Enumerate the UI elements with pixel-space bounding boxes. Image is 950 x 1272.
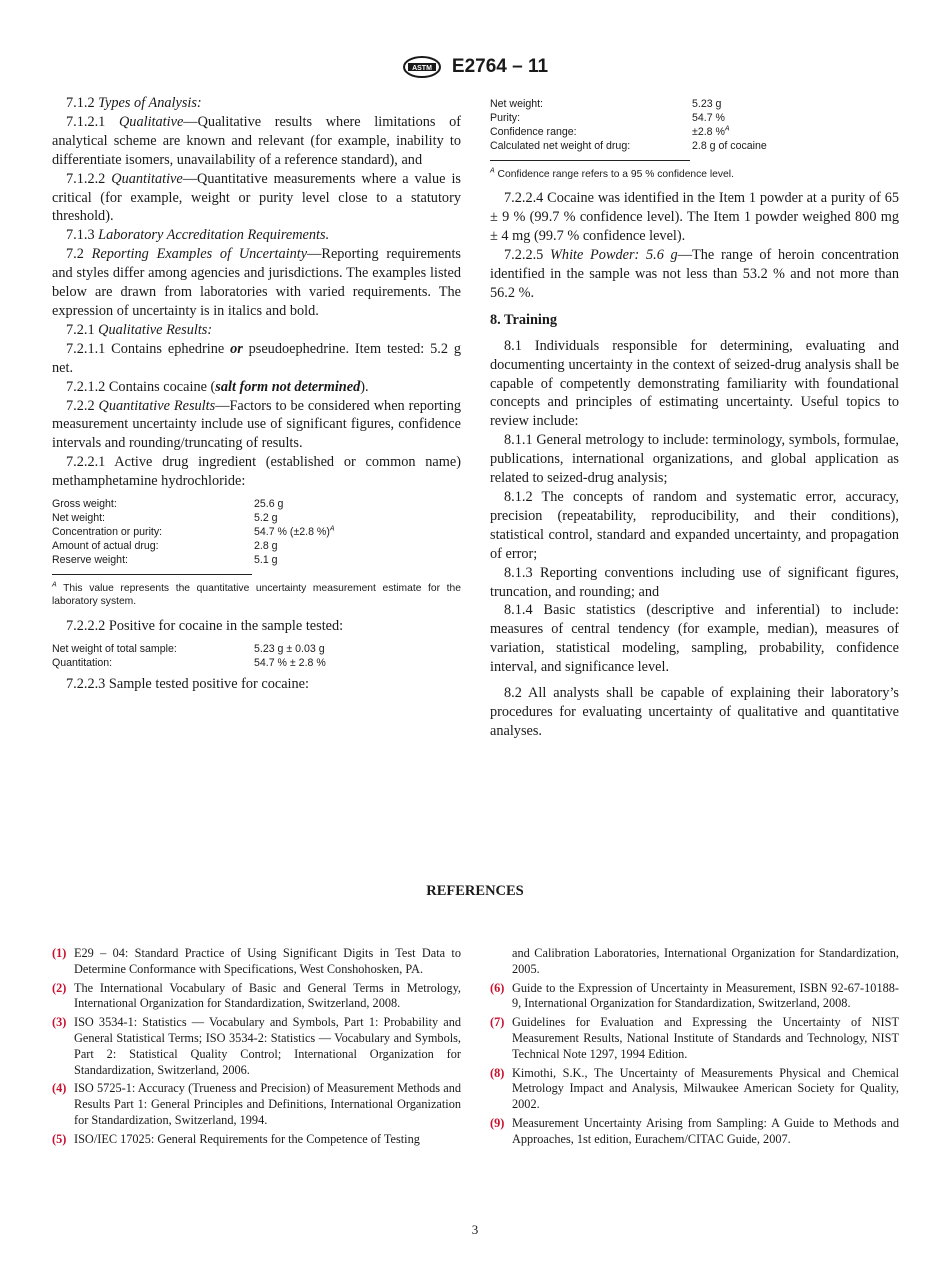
cocaine-results-table [490, 98, 899, 154]
paragraph-8-2: 8.2 All analysts shall be capable of explaining their laboratory’s procedures for evaluating uncertainty of qualitative and quantitative analyses. [490, 685, 899, 739]
reference-item: (5) ISO/IEC 17025: General Requirements for the Competence of Testing [52, 1131, 420, 1146]
reference-item: (6) Guide to the Expression of Uncertainty in Measurement, ISBN 92-67-10188-9, International Organization for Standardization, Switzerland, 2008. [490, 980, 899, 1011]
paragraph-7-1-2: 7.1.2 Types of Analysis: [66, 95, 202, 111]
paragraph-7-2: 7.2 Reporting Examples of Uncertainty—Reporting requirements and styles differ among agencies and jurisdictions. The examples listed below are drawn from laboratories with varied requirements. The expression of uncertainty is in italics and bold. [52, 246, 461, 319]
page-number: 3 [471, 1222, 479, 1237]
reference-item: (9) Measurement Uncertainty Arising from Sampling: A Guide to Methods and Approaches, 1st edition, Eurachem/CITAC Guide, 2007. [490, 1115, 899, 1146]
reference-continuation: and Calibration Laboratories, International Organization for Standardization, 2005. [512, 946, 899, 976]
right-column [490, 94, 899, 741]
table-row: Concentration or purity: 54.7 % (±2.8 %)$^A$ [52, 525, 335, 538]
table-row: Gross weight: 25.6 g [52, 498, 284, 511]
references-title: REFERENCES [426, 883, 524, 899]
reference-item: (4) ISO 5725-1: Accuracy (Trueness and Precision) of Measurement Methods and Results Part 1: General Principles and Definitions, International Organization for Standardization, Switzerland, 1994. [52, 1081, 461, 1127]
table-row: Purity: 54.7 % [490, 111, 725, 124]
reference-item: (3) ISO 3534-1: Statistics — Vocabulary and Symbols, Part 1: Probability and General Statistical Terms; ISO 3534-2: Statistics — Vocabulary and Symbols, Part 2: Statistical Quality Control; International Organization for Standardization, Switzerland, 2006. [52, 1015, 461, 1077]
table-row: Calculated net weight of drug: 2.8 g of cocaine [490, 139, 767, 152]
svg-text:ASTM: ASTM [412, 65, 432, 72]
footnote-divider [52, 574, 252, 575]
reference-item: (8) Kimothi, S.K., The Uncertainty of Measurements Physical and Chemical Metrology Impact and Analysis, Milwaukee American Society for Quality, 2002. [490, 1065, 899, 1112]
paragraph-7-2-1-2: 7.2.1.2 Contains cocaine (salt form not determined). [66, 378, 369, 395]
table-row: Quantitation: 54.7 % ± 2.8 % [52, 656, 326, 669]
table-row: Net weight of total sample: 5.23 g ± 0.03 g [52, 643, 325, 656]
footnote-divider [490, 160, 690, 161]
paragraph-8-1-1: 8.1.1 General metrology to include: terminology, symbols, formulae, publications, international organizations, and global application as related to seized-drug analysis; [490, 432, 899, 487]
reference-item: (1) E29 – 04: Standard Practice of Using Significant Digits in Test Data to Determine Conformance with Specifications, West Conshohosken, PA. [52, 946, 461, 976]
reference-item: (7) Guidelines for Evaluation and Expressing the Uncertainty of NIST Measurement Results, National Institute of Standards and Technology, NIST Technical Note 1297, 1994 Edition. [490, 1015, 899, 1061]
footnote-a: $^A$ This value represents the quantitative uncertainty measurement estimate for the laboratory system. [52, 581, 461, 608]
paragraph-8-1-4: 8.1.4 Basic statistics (descriptive and inferential) to include: measures of central tendency (for example, median), measures of variation, statistical modeling, sampling, probability, confidence interval, and significance level. [490, 602, 899, 676]
paragraph-7-2-2: 7.2.2 Quantitative Results—Factors to be considered when reporting measurement uncertainty include use of significant figures, confidence intervals and rounding/truncating of results. [52, 397, 462, 452]
table-row: Net weight: 5.23 g [490, 98, 722, 110]
paragraph-7-2-1: 7.2.1 Qualitative Results: [66, 321, 213, 338]
paragraph-7-2-2-5: 7.2.2.5 White Powder: 5.6 g—The range of heroin concentration identified in the sample was not less than 53.2 % and not more than 56.2 %. [490, 247, 900, 301]
references-right-column [490, 946, 899, 1151]
reference-item: (2) The International Vocabulary of Basic and General Terms in Metrology, International Organization for Standardization, Switzerland, 2008. [52, 980, 461, 1011]
left-column [52, 94, 461, 694]
astm-logo-icon [402, 56, 442, 78]
references-left-column [52, 946, 461, 1151]
paragraph-8-1: 8.1 Individuals responsible for determining, evaluating and documenting uncertainty in the context of seized-drug analysis shall be capable of competently demonstrating familiarity with foundational concepts and principles of estimating uncertainty. Useful topics to review include: [490, 337, 899, 430]
paragraph-7-1-2-2: 7.1.2.2 Quantitative—Quantitative measurements where a value is critical (for example, weight or purity level close to a statutory threshold). [52, 170, 461, 225]
paragraph-7-1-2-1: 7.1.2.1 Qualitative—Qualitative results where limitations of analytical scheme are known and relevant (for example, inability to differentiate isomers, unavailability of a reference standard), and [52, 113, 462, 168]
paragraph-7-2-2-4: 7.2.2.4 Cocaine was identified in the Item 1 powder at a purity of 65 ± 9 % (99.7 % confidence level). The Item 1 powder weighed 800 mg ± 4 mg (99.7 % confidence level). [490, 190, 899, 245]
table-row: Net weight: 5.2 g [52, 511, 278, 524]
methamphetamine-table [52, 498, 461, 568]
paragraph-7-2-1-1: 7.2.1.1 Contains ephedrine or pseudoephedrine. Item tested: 5.2 g net. [52, 340, 461, 376]
cocaine-table [52, 643, 461, 671]
table-row: Reserve weight: 5.1 g [52, 553, 278, 566]
table-row: Amount of actual drug: 2.8 g [52, 539, 278, 552]
section-heading-training: 8. Training [490, 311, 558, 328]
paragraph-8-1-3: 8.1.3 Reporting conventions including use of significant figures, truncation, and rounding; and [490, 564, 899, 600]
page-header [0, 56, 950, 78]
table-row: Confidence range: ±2.8 %$^A$ [490, 125, 730, 138]
paragraph-7-2-2-1: 7.2.2.1 Active drug ingredient (established or common name) methamphetamine hydrochloride: [52, 454, 461, 490]
paragraph-7-2-2-2: 7.2.2.2 Positive for cocaine in the sample tested: [66, 618, 344, 635]
paragraph-8-1-2: 8.1.2 The concepts of random and systematic error, accuracy, precision (repeatability, reproducibility, and their conditions), statistical control, standard and expanded uncertainty, and propagation of error; [490, 489, 899, 562]
standard-designation: E2764 – 11 [451, 56, 549, 77]
paragraph-7-1-3: 7.1.3 Laboratory Accreditation Requirements. [66, 227, 330, 244]
paragraph-7-2-2-3: 7.2.2.3 Sample tested positive for cocaine: [66, 675, 309, 692]
footnote-a-confidence: $^A$ Confidence range refers to a 95 % confidence level. [490, 167, 734, 180]
